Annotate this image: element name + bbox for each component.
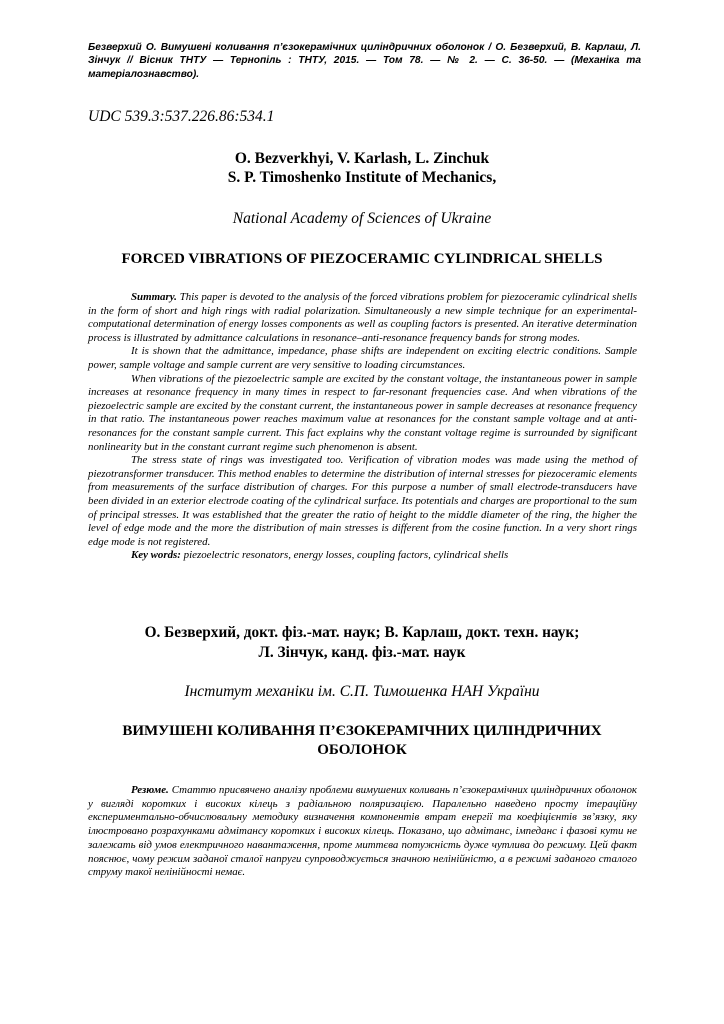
abstract-paragraph: When vibrations of the piezoelectric sample are excited by the constant voltage, the instantaneous power in sample increases at resonance frequency in many times in respect to far-resonant frequencies case. And when vibrations of the piezoelectric sample are excited by the constant current, the instantaneous power in sample decreases at resonance frequency in that ratio. The instantaneous power reaches maximum value at resonances for the constant sample voltage and at anti-resonances for the constant sample current. This fact explains why the constant voltage regime is surrounded by significant nonlinearity but in the constant currant regime such phenomenon is absent. xyxy=(88,372,637,453)
title-ua-line: ОБОЛОНОК xyxy=(317,742,407,758)
affiliation-en: National Academy of Sciences of Ukraine xyxy=(232,210,492,227)
udc-code: UDC 539.3:537.226.86:534.1 xyxy=(88,108,275,125)
authors-en xyxy=(88,149,636,187)
keywords xyxy=(88,549,637,563)
citation-reference: Безверхий О. Вимушені коливання п’єзокерамічних циліндричних оболонок / О. Безверхий, В. Карлаш, Л. Зінчук // Вісник ТНТУ — Тернопіль : ТНТУ, 2015. — Том 78. — № 2. — С. 36-50. — (Механіка та матеріалознавство). xyxy=(88,42,641,80)
author-names-en: O. Bezverkhyi, V. Karlash, L. Zinchuk xyxy=(234,150,490,167)
abstract-paragraph: It is shown that the admittance, impedance, phase shifts are independent on exciting electric conditions. Sample power, sample voltage and sample current are very sensitive to loading circumstances. xyxy=(88,345,637,371)
paper-title-ua xyxy=(88,722,636,760)
abstract-paragraph: The stress state of rings was investigated too. Verification of vibration modes was made using the method of piezotransformer transducer. This method enables to determine the distribution of internal stresses for piezoceramic elements from measurements of the surface distribution of charges. For this purpose a number of small electrode-transducers have been divided in an exterior electrode coating of the cylindrical surface. Its potentials and charges are proportional to the sum of principal stresses. It was established that the greater the ratio of height to the middle diameter of the ring, the higher the level of edge mode and the more the distribution of main stresses is different from the cosine function. In a very short rings edge mode is not registered. xyxy=(88,454,637,548)
affiliation-ua: Інститут механіки ім. С.П. Тимошенка НАН України xyxy=(184,683,540,700)
resume-label: Резюме. xyxy=(131,784,169,796)
abstract-en xyxy=(88,291,637,563)
title-ua-line: ВИМУШЕНІ КОЛИВАННЯ П’ЄЗОКЕРАМІЧНИХ ЦИЛІНДРИЧНИХ xyxy=(122,723,602,739)
author-line-ua: Л. Зінчук, канд. фіз.-мат. наук xyxy=(258,643,466,661)
resume-text: Статтю присвячено аналізу проблеми вимушених коливань п’єзокерамічних циліндричних оболонок у вигляді коротких і високих кілець з радіальною поляризацією. Паралельно наведено просту ітераційну експериментально-обчислювальну методику визначення компонентів втрат енергії та коефіцієнтів зв’язку, яку ілюстровано розрахунками адмітансу коротких і високих кілець. Показано, що адмітанс, імпеданс і фазові кути не залежать від умов електричного навантаження, проте миттєва потужність дуже чутлива до режиму. Цей факт пояснює, чому режим заданої сталої напруги супроводжується значною нелінійністю, а в режимі заданого сталого струму такої нелінійності немає. xyxy=(88,784,637,879)
paper-title-en: FORCED VIBRATIONS OF PIEZOCERAMIC CYLINDRICAL SHELLS xyxy=(121,251,603,267)
keywords-text: piezoelectric resonators, energy losses, coupling factors, cylindrical shells xyxy=(180,549,509,562)
author-line-ua: О. Безверхий, докт. фіз.-мат. наук; В. Карлаш, докт. техн. наук; xyxy=(144,624,580,641)
summary-label: Summary. xyxy=(131,291,177,303)
institute-en: S. P. Timoshenko Institute of Mechanics, xyxy=(227,169,497,186)
keywords-label: Key words: xyxy=(131,549,181,562)
authors-ua xyxy=(88,623,636,662)
abstract-text: This paper is devoted to the analysis of the forced vibrations problem for piezoceramic cylindrical shells in the form of short and high rings with radial polarization. Simultaneously a new simple technique for an experimental-computational determination of energy losses components as well as coupling factors is presented. An iterative determination process is illustrated by admittance calculations in resonance–anti-resonance frequency bands for strong modes. xyxy=(88,291,637,344)
resume-ua xyxy=(88,784,637,880)
abstract-paragraph xyxy=(88,291,637,345)
